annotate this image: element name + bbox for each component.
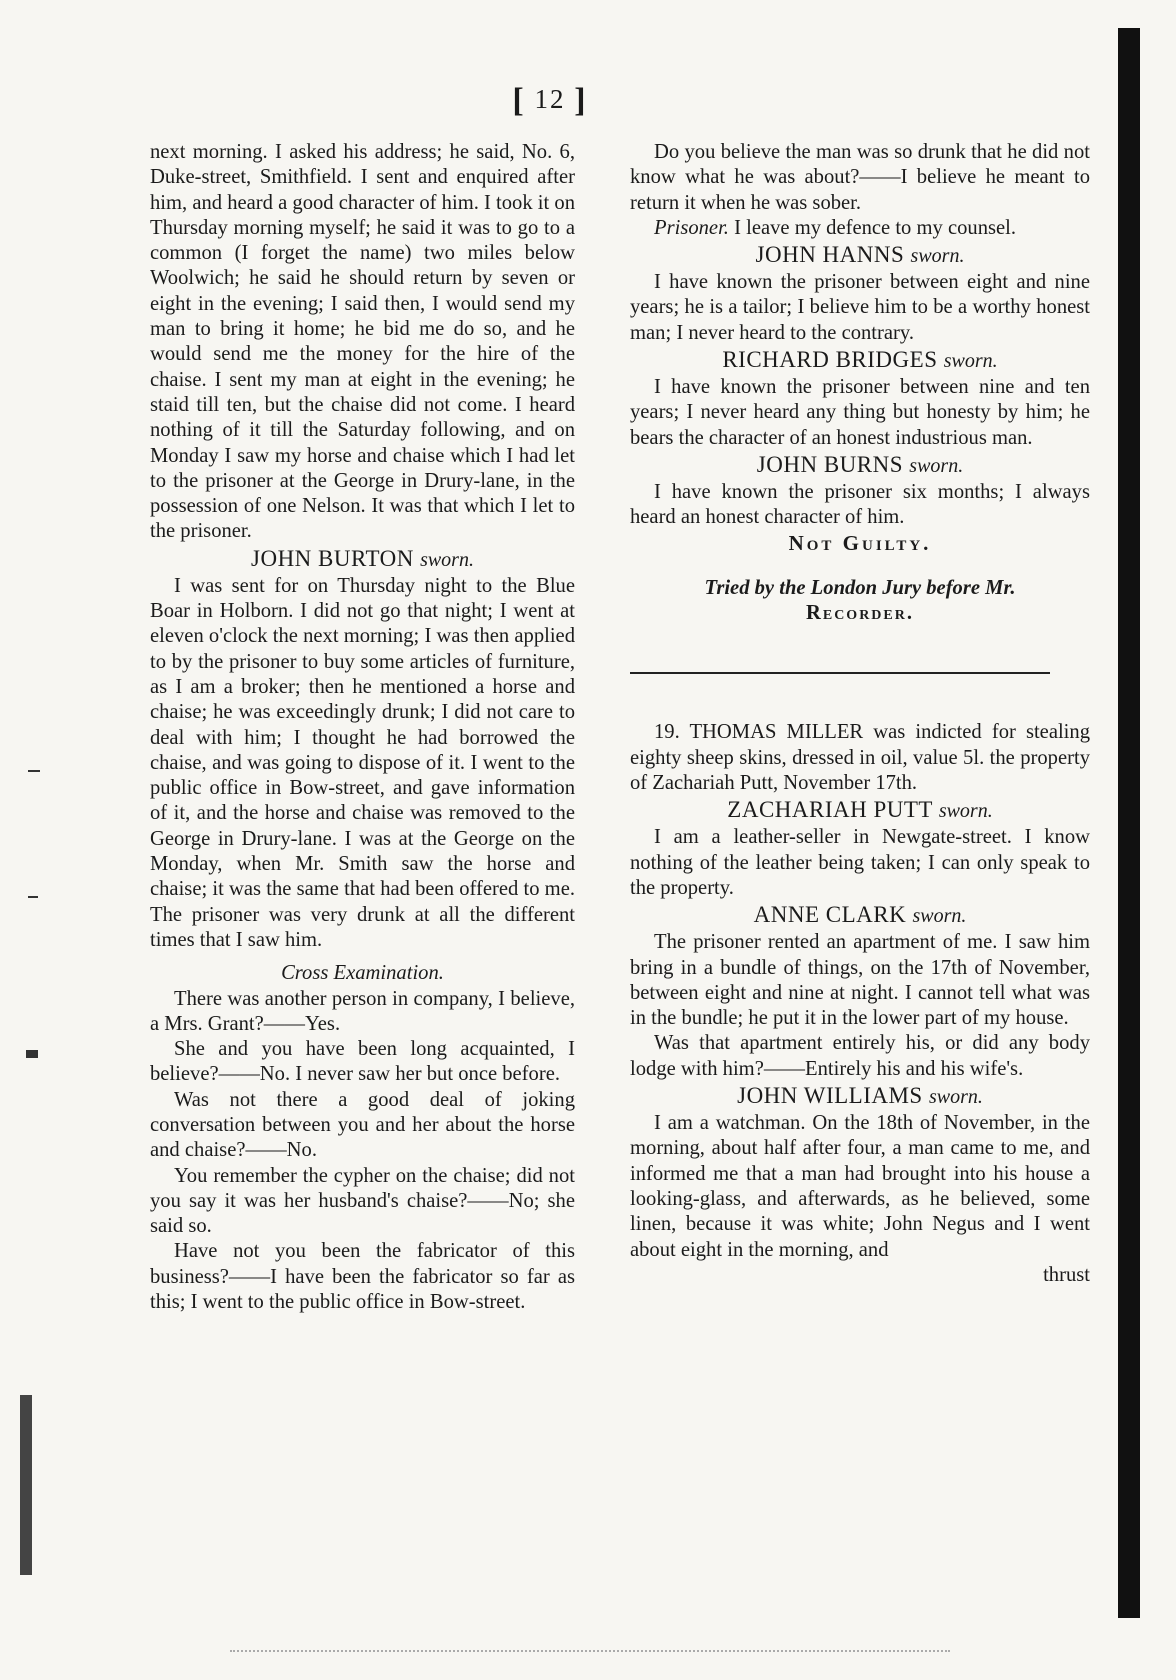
paragraph: I have known the prisoner between nine and ten years; I never heard any thing but honesty by him; he bears the character of an honest industrious man. [630,376,1090,449]
binding-edge [1118,28,1140,1618]
witness-heading [630,1082,1090,1111]
margin-mark [26,1050,38,1058]
paragraph: I have known the prisoner six months; I always heard an honest character of him. [630,480,1090,529]
paragraph: She and you have been long acquainted, I believe?——No. I never saw her but once before. [150,1038,575,1086]
witness-heading [150,545,575,574]
witness-heading [630,796,1090,825]
paragraph: I have known the prisoner between eight and nine years; he is a tailor; I believe him to be a worthy honest man; I never heard to the contrary. [630,271,1090,344]
paragraph: Have not you been the fabricator of this business?——I have been the fabricator so far as this; I went to the public office in Bow-street. [150,1240,575,1314]
paragraph: I was sent for on Thursday night to the Blue Boar in Holborn. I did not go that night; I went at eleven o'clock the next morning; I was then applied to by the prisoner to buy some articles of furniture, as I am a broker; then he mentioned a horse and chaise; he was exceedingly drunk; I did not care to deal with him; I thought he had borrowed the chaise, and was going to dispose of it. I went to the public office in Bow-street, and gave information of it, and the horse and chaise was removed to the George in Drury-lane. I was at the George on the Monday, when Mr. Smith saw the horse and chaise; it was the same that had been offered to me. The prisoner was very drunk at all the different times that I saw him. [150,574,575,951]
paragraph: The prisoner rented an apartment of me. I saw him bring in a bundle of things, on the 17th of November, between eight and nine at night. I cannot tell what was in the bundle; he put it in the lower part of my house. [630,931,1090,1030]
paragraph: Do you believe the man was so drunk that he did not know what he was about?——I believe he meant to return it when he was sober. [630,141,1090,214]
left-column [150,140,575,1315]
witness-heading [630,241,1090,270]
sworn-label: sworn. [938,800,993,823]
sworn-label: sworn. [909,454,964,477]
sworn-label: sworn. [928,1086,983,1109]
page-number: 12 [534,84,566,114]
witness-name: ANNE CLARK [753,902,907,928]
section-subheading: Cross Examination. [281,962,444,985]
witness-name: ZACHARIAH PUTT [727,797,933,823]
witness-heading [630,346,1090,375]
scan-noise [230,1650,950,1656]
paragraph: Was not there a good deal of joking conversation between you and her about the horse and chaise?——No. [150,1088,575,1162]
sworn-label: sworn. [912,905,967,928]
margin-mark [20,1395,32,1575]
bracket-open: [ [512,82,526,119]
paragraph: You remember the cypher on the chaise; did not you say it was her husband's chaise?——No; she said so. [150,1164,575,1238]
prisoner-label: Prisoner. [654,216,729,239]
sworn-label: sworn. [910,245,965,268]
witness-name: JOHN WILLIAMS [737,1083,923,1109]
prisoner-statement [630,216,1090,241]
recorder-label: Recorder. [805,602,915,625]
witness-name: JOHN BURNS [756,451,904,477]
paragraph: I am a leather-seller in Newgate-street. I know nothing of the leather being taken; I can only speak to the property. [630,826,1090,899]
bracket-close: ] [574,82,588,119]
margin-mark [28,770,40,772]
paragraph: Was that apartment entirely his, or did any body lodge with him?——Entirely his and his wife's. [630,1032,1090,1080]
prisoner-text: I leave my defence to my counsel. [734,216,1017,239]
margin-mark [28,896,38,898]
witness-heading [630,451,1090,480]
paragraph: I am a watchman. On the 18th of November, in the morning, about half after four, a man came to me, and informed me that a man had brought into his house a looking-glass, and afterwards, as he believed, some linen, because it was white; John Negus and I went about eight in the morning, and [630,1112,1090,1261]
tried-note: Tried by the London Jury before Mr. [704,576,1016,599]
catchword: thrust [1043,1263,1090,1286]
witness-name: JOHN BURTON [251,545,414,571]
verdict: Not Guilty. [788,530,932,555]
witness-name: RICHARD BRIDGES [722,347,938,373]
witness-name: JOHN HANNS [755,242,905,268]
sworn-label: sworn. [420,548,474,571]
right-column [630,140,1090,1288]
paragraph: next morning. I asked his address; he said, No. 6, Duke-street, Smithfield. I sent and enquired after him, and heard a good character of him. I took it on Thursday morning myself; he said it was to go to a common (I forget the name) two miles below Woolwich; he said he should return by seven or eight in the evening; I said then, I would send my man to bring it home; he bid me do so, and he would send me the money for the hire of the chaise. I sent my man at eight in the evening; he staid till ten, but the chaise did not come. I heard nothing of it till the Saturday following, and on Monday I saw my horse and chaise which I had let to the prisoner at the George in Drury-lane, in the possession of one Nelson. It was that which I let to the prisoner. [150,141,575,543]
sworn-label: sworn. [943,350,998,373]
page-header [0,82,1100,120]
paragraph: There was another person in company, I believe, a Mrs. Grant?——Yes. [150,987,575,1035]
section-divider [630,672,1050,674]
case-paragraph: 19. THOMAS MILLER was indicted for stealing eighty sheep skins, dressed in oil, value 5l. the property of Zachariah Putt, November 17th. [630,721,1090,795]
witness-heading [630,901,1090,930]
